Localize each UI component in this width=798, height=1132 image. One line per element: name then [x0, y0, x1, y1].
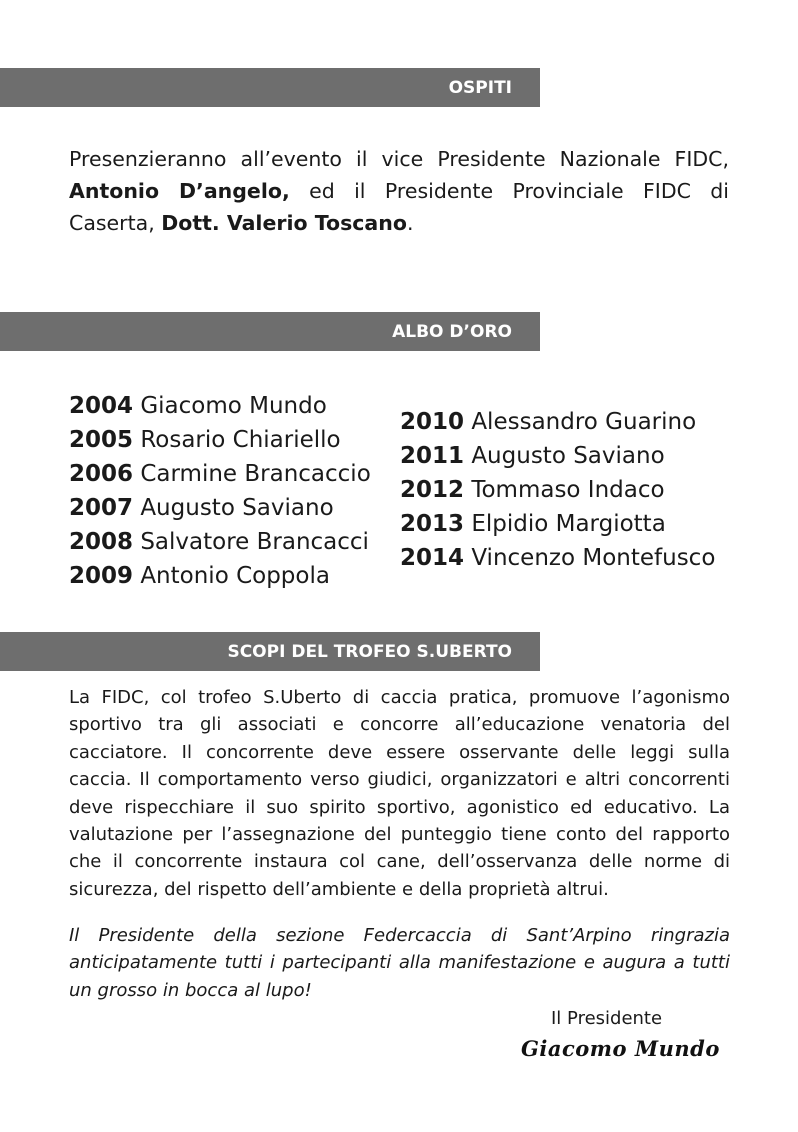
albo-doro-entry: [69, 457, 371, 491]
albo-doro-entry: [69, 525, 371, 559]
scopi-paragraph: La FIDC, col trofeo S.Uberto di caccia pratica, promuove l’agonismo sportivo tra gli associati e concorre all’educazione venatoria del cacciatore. Il concorrente deve essere osservante delle leggi sulla caccia. Il comportamento verso giudici, organizzatori e altri concorrenti deve rispecchiare il suo spirito sportivo, agonistico ed educativo. La valutazione per l’assegnazione del punteggio tiene conto del rapporto che il concorrente instaura col cane, dell’osservanza delle norme di sicurezza, del rispetto dell’ambiente e della proprietà altrui.: [69, 687, 730, 900]
albo-winner: Antonio Coppola: [140, 563, 330, 589]
albo-doro-entry: [400, 405, 715, 439]
albo-year: 2011: [400, 443, 465, 469]
albo-doro-entry: [400, 507, 715, 541]
albo-doro-list-left: [69, 389, 371, 593]
albo-year: 2014: [400, 545, 465, 571]
albo-doro-list-right: [400, 405, 715, 575]
albo-winner: Elpidio Margiotta: [471, 511, 666, 537]
albo-year: 2005: [69, 427, 134, 453]
albo-doro-entry: [400, 541, 715, 575]
albo-doro-entry: [69, 491, 371, 525]
albo-winner: Tommaso Indaco: [471, 477, 665, 503]
albo-winner: Augusto Saviano: [140, 495, 334, 521]
albo-year: 2012: [400, 477, 465, 503]
albo-year: 2007: [69, 495, 134, 521]
section-title-ospiti: OSPITI: [448, 77, 512, 98]
guests-text-3: .: [406, 211, 414, 235]
albo-winner: Alessandro Guarino: [471, 409, 697, 435]
section-header-ospiti: [0, 68, 540, 107]
albo-year: 2008: [69, 529, 134, 555]
guests-text-2: ed il Presidente Provinciale FIDC di Caserta,: [69, 179, 729, 235]
section-header-albo-doro: [0, 312, 540, 351]
albo-winner: Rosario Chiariello: [140, 427, 341, 453]
albo-winner: Salvatore Brancacci: [140, 529, 369, 555]
albo-doro-entry: [69, 389, 371, 423]
albo-winner: Augusto Saviano: [471, 443, 665, 469]
albo-doro-entry: [400, 439, 715, 473]
albo-year: 2010: [400, 409, 465, 435]
albo-doro-entry: [69, 559, 371, 593]
section-title-scopi: SCOPI DEL TROFEO S.UBERTO: [227, 641, 512, 662]
guest-name-vice-president: Antonio D’angelo,: [69, 179, 290, 203]
albo-year: 2009: [69, 563, 134, 589]
albo-winner: Giacomo Mundo: [140, 393, 327, 419]
albo-winner: Carmine Brancaccio: [140, 461, 371, 487]
albo-year: 2006: [69, 461, 134, 487]
albo-year: 2013: [400, 511, 465, 537]
albo-doro-entry: [400, 473, 715, 507]
albo-doro-entry: [69, 423, 371, 457]
guests-text-1: Presenzieranno all’evento il vice Presidente Nazionale FIDC,: [69, 147, 729, 171]
closing-thanks-paragraph: Il Presidente della sezione Federcaccia di Sant’Arpino ringrazia anticipatamente tutti i partecipanti alla manifestazione e augura a tutti un grosso in bocca al lupo!: [69, 925, 730, 1001]
albo-year: 2004: [69, 393, 134, 419]
signature: Giacomo Mundo: [521, 1036, 720, 1061]
section-header-scopi: [0, 632, 540, 671]
section-title-albo-doro: ALBO D’ORO: [392, 321, 512, 342]
guest-name-provincial-president: Dott. Valerio Toscano: [161, 211, 407, 235]
albo-winner: Vincenzo Montefusco: [471, 545, 716, 571]
signer-role: Il Presidente: [551, 1008, 663, 1029]
guests-paragraph: [69, 143, 729, 239]
